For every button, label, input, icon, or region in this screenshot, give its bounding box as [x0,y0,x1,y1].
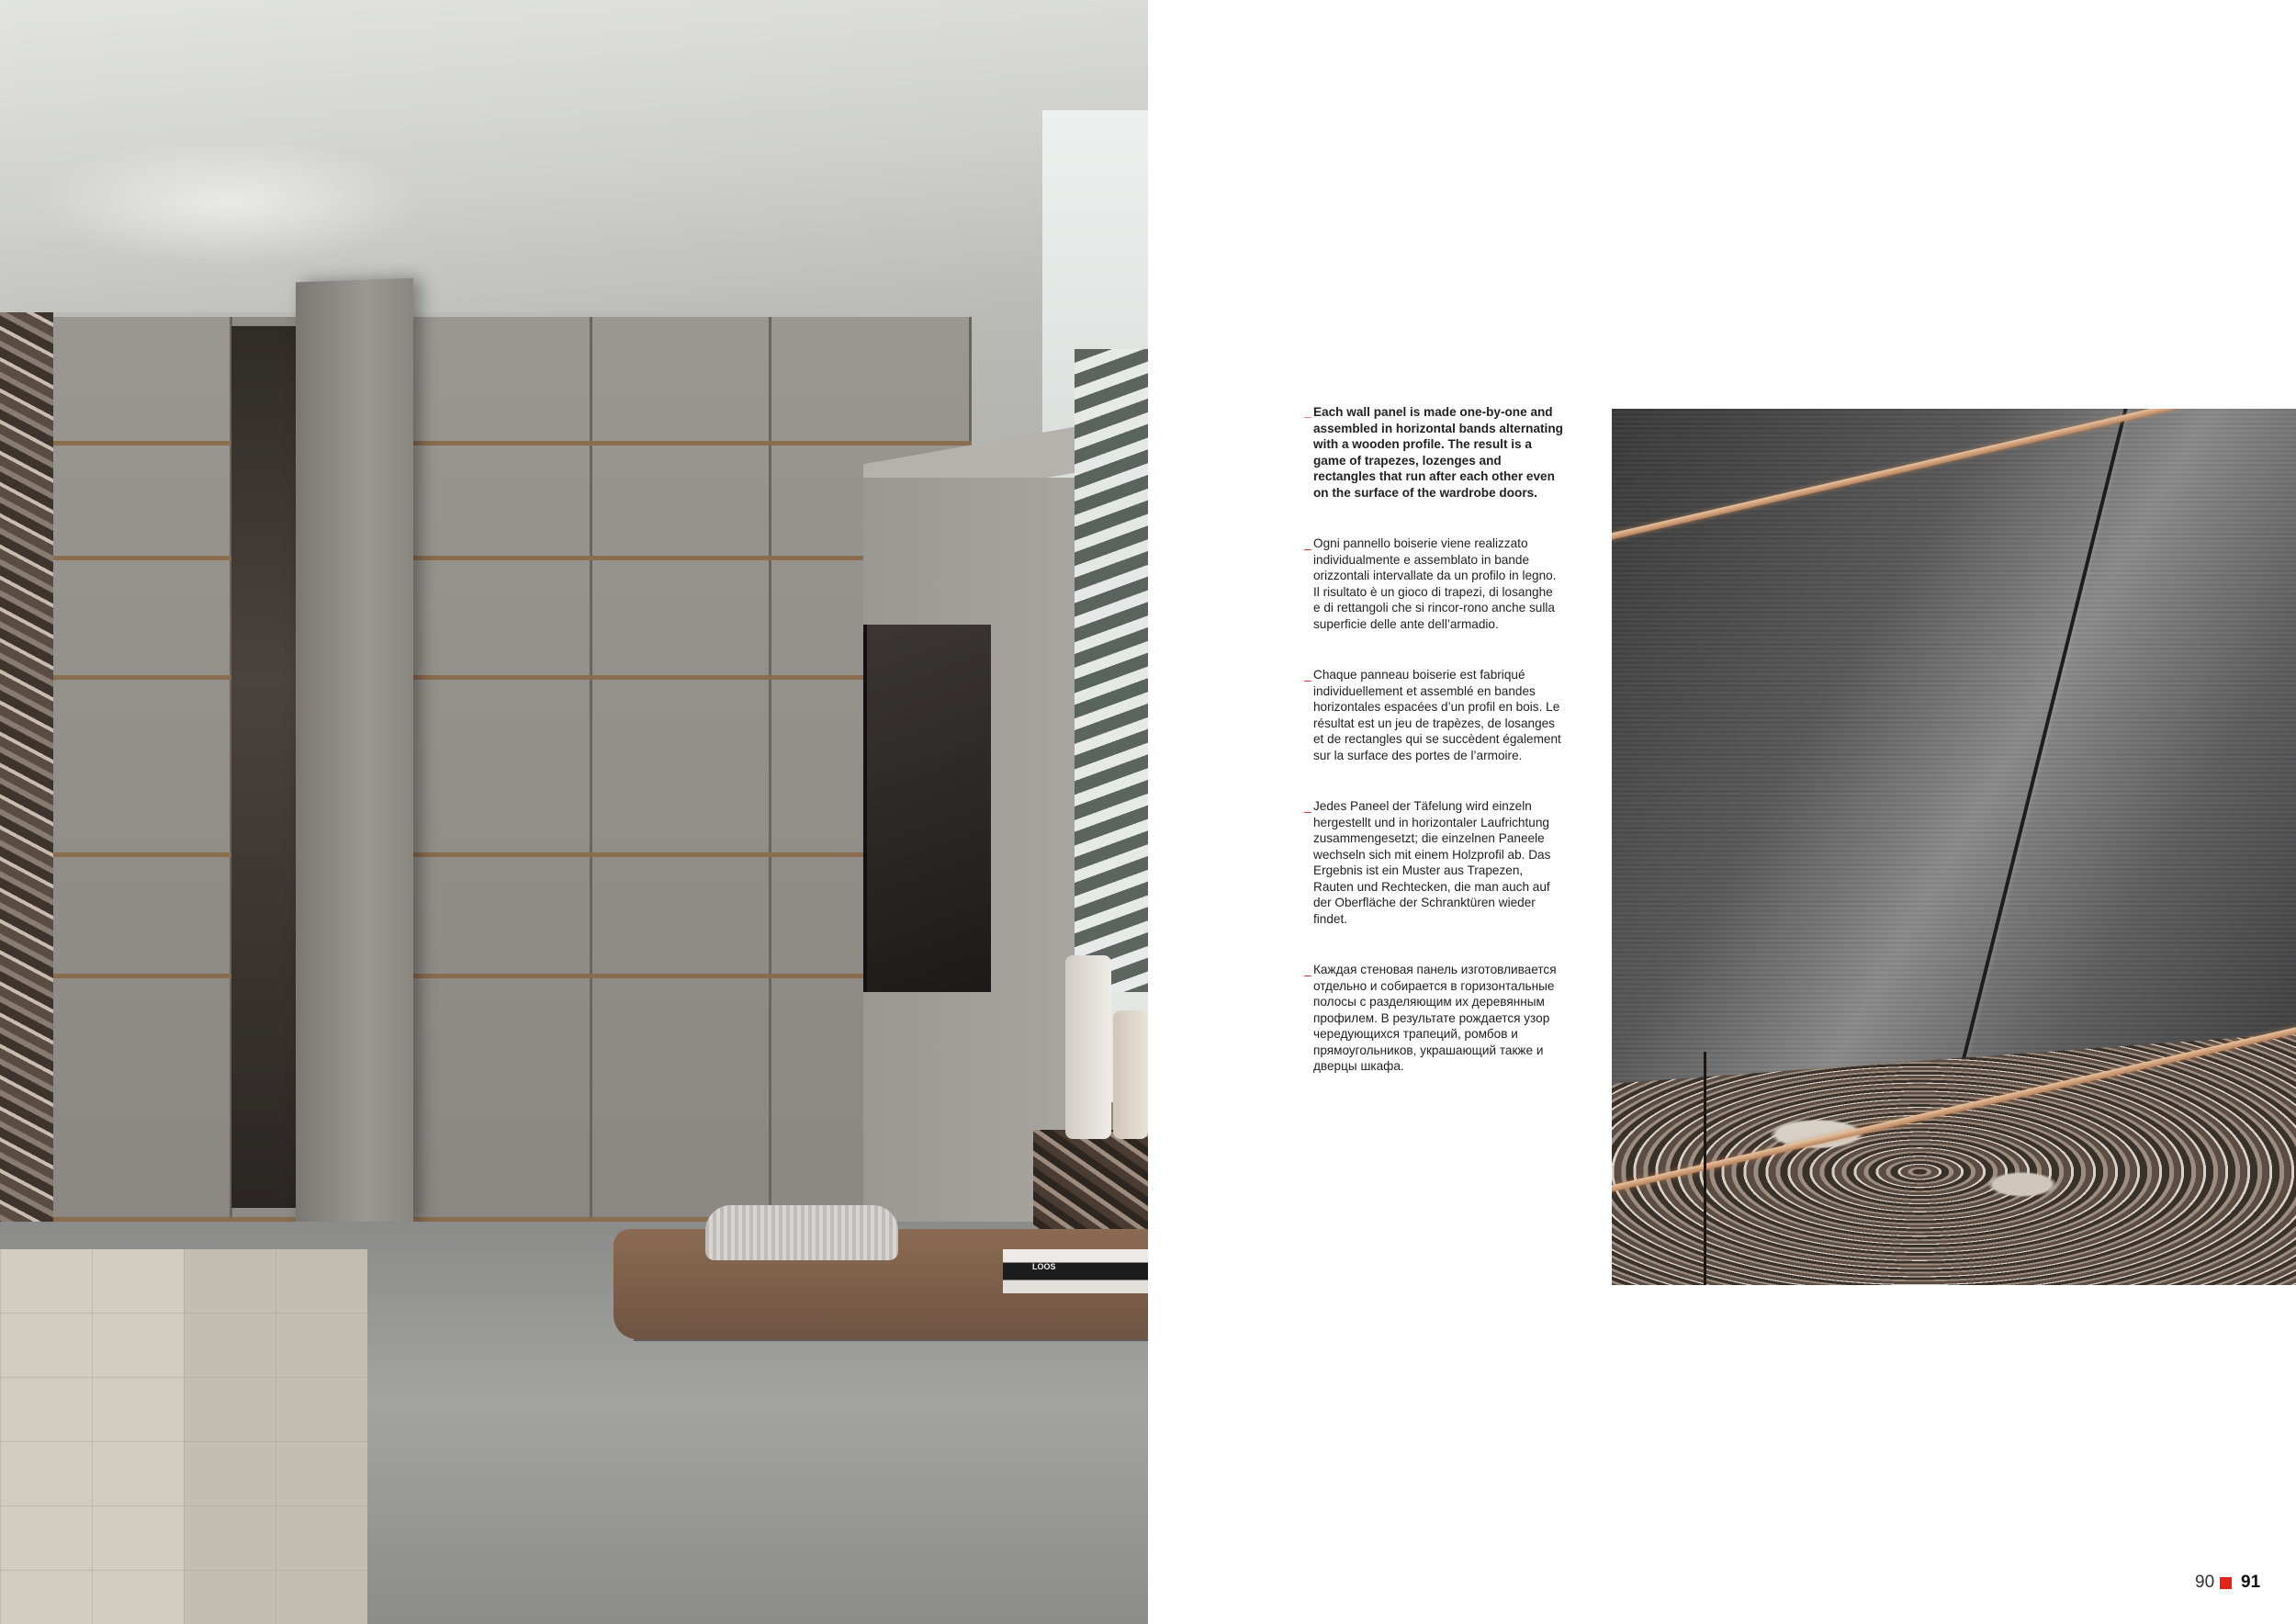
marble-wall-strip [0,312,53,1231]
paragraph-text: Ogni pannello boiserie viene realizzato individualmente e assemblato in bande orizzontali intervallate da un profilo in legno. Il risultato è un gioco di trapezi, di losanghe e di rettangoli che si rincor-rono anche sulla superficie delle ante dell’armadio. [1313,536,1557,631]
vase [1065,955,1111,1139]
red-dash: _ [1304,799,1311,813]
wooden-band [53,675,972,680]
wardrobe [53,317,972,1222]
television [863,625,991,992]
paragraph-russian [1306,962,1563,1075]
red-dash: _ [1304,536,1311,550]
ceiling-light [37,138,422,266]
paragraph-french [1306,667,1563,763]
wooden-band [53,852,972,857]
paragraph-english [1306,404,1563,501]
wooden-band [53,556,972,560]
marble-sideboard [1033,1130,1148,1240]
red-dash: _ [1304,405,1311,419]
snowy-tree [1075,349,1148,992]
text-column [1306,404,1563,1110]
folded-throw [705,1205,898,1260]
page-number-right: 91 [2241,1573,2261,1592]
open-wardrobe-door [296,278,413,1228]
paragraph-italian [1306,536,1563,632]
wooden-band [53,974,972,978]
paragraph-german [1306,798,1563,927]
marble-joint [1704,1052,1706,1285]
paragraph-text: Chaque panneau boiserie est fabriqué individuellement et assemblé en bandes horizontales espacées d’un profil en bois. Le résultat est un jeu de trapèzes, de losanges et de rectangles qui se succèdent également sur la surface des portes de l’armoire. [1313,668,1561,762]
paragraph-text: Каждая стеновая панель изготовливается отдельно и собирается в горизонтальные полосы с разделяющим их деревянным профилем. В результате рождается узор чередующихся трапеций, ромбов и прямоугольников, украшающий также и дверцы шкафа. [1313,963,1557,1073]
red-square-marker [2220,1577,2232,1589]
rug-pattern [0,1249,367,1624]
red-dash: _ [1304,963,1311,976]
wardrobe-door [53,317,232,1222]
paragraph-text: Jedes Paneel der Täfelung wird einzeln hergestellt und in horizontaler Laufrichtung zusammengesetzt; die einzelnen Paneele wechseln sich mit einem Holzprofil ab. Das Ergebnis ist ein Muster aus Trapezen, Rauten und Rechtecken, die man auch auf der Oberfläche der Schranktüren wieder findet. [1313,799,1551,926]
paragraph-text: Each wall panel is made one-by-one and assembled in horizontal bands alternating with a wooden profile. The result is a game of trapezes, lozenges and rectangles that run after each other even on the surface of the wardrobe doors. [1313,405,1563,500]
panel-detail-photo [1612,409,2296,1285]
page-number-left: 90 [2195,1573,2215,1592]
vase [1113,1010,1148,1139]
wardrobe-door [592,317,771,1222]
wooden-band [53,441,972,445]
books [1003,1249,1148,1293]
walk-in-closet-interior [231,326,298,1208]
book-spine-text: LOOS [1032,1262,1056,1271]
red-dash: _ [1304,668,1311,682]
wardrobe-door [413,317,592,1222]
